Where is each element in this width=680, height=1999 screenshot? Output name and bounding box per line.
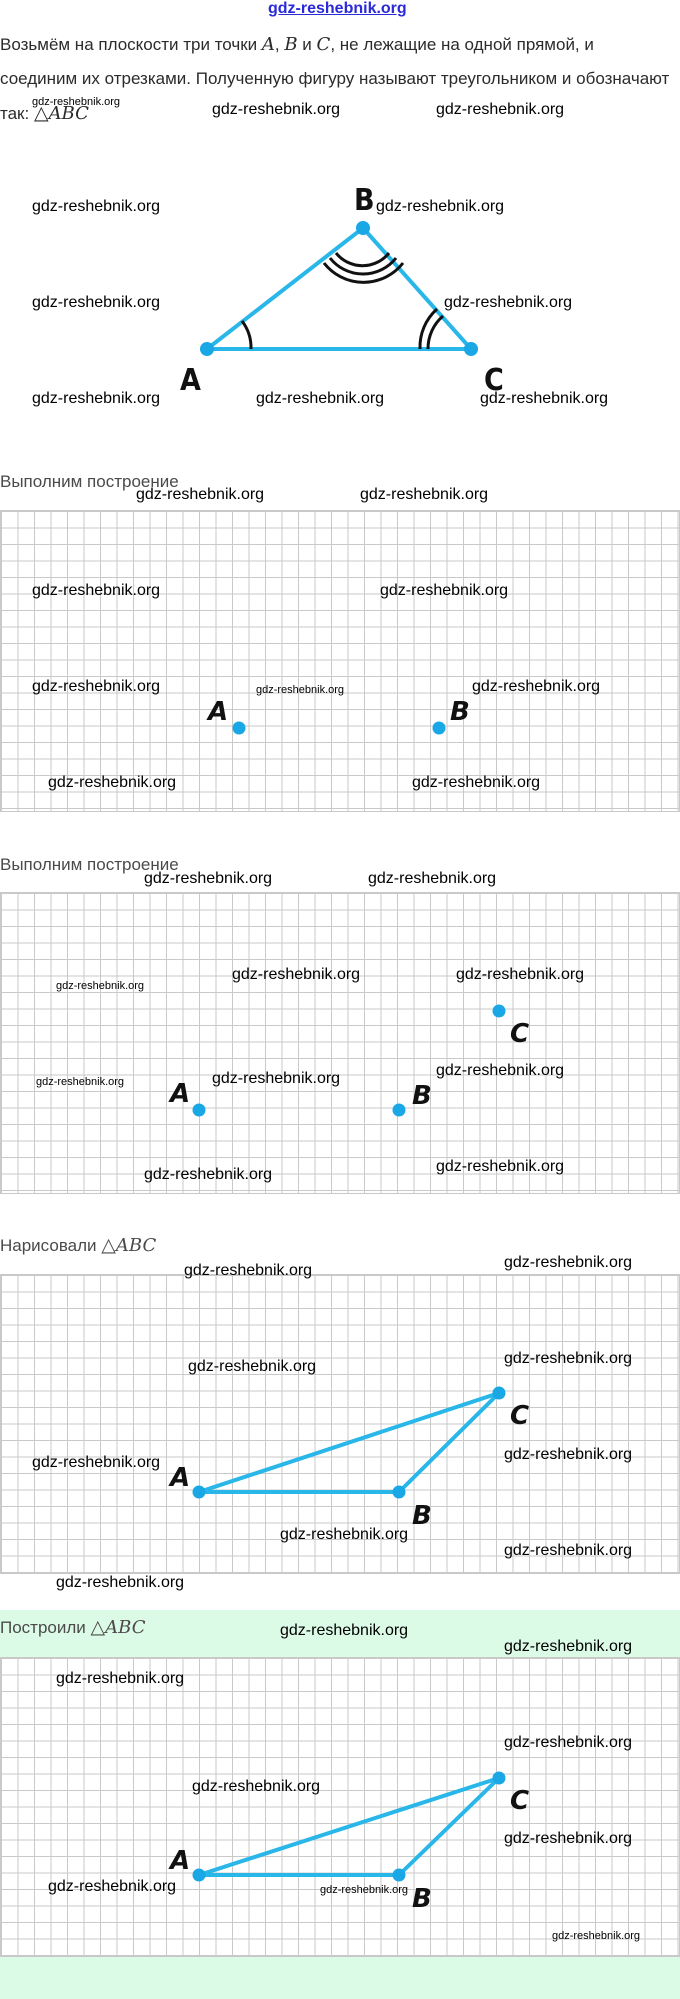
watermark: gdz-reshebnik.org [480,390,609,407]
watermark: gdz-reshebnik.org [360,486,489,503]
angle-arc-a [242,321,251,349]
intro-and: и [297,35,317,54]
watermark: gdz-reshebnik.org [32,678,161,695]
watermark: gdz-reshebnik.org [436,1158,565,1175]
watermark: gdz-reshebnik.org [280,1622,409,1639]
step4-triangle-symbol: △ [90,1616,106,1638]
label-b: B [450,697,470,727]
watermark: gdz-reshebnik.org [412,774,541,791]
step4-caption [0,1616,145,1638]
point-a [193,1486,206,1499]
step4-triangle-name: ABC [105,1617,146,1638]
watermark: gdz-reshebnik.org [56,1670,185,1687]
watermark: gdz-reshebnik.org [36,1076,125,1088]
triangle-sides [199,1393,499,1492]
watermark: gdz-reshebnik.org [56,980,145,992]
watermark: gdz-reshebnik.org [436,1062,565,1079]
label-a: A [170,1079,191,1109]
watermark: gdz-reshebnik.org [256,684,345,696]
label-b: B [412,1884,432,1914]
watermark: gdz-reshebnik.org [456,966,585,983]
point-b [356,221,370,235]
watermark: gdz-reshebnik.org [56,1574,185,1591]
point-b [393,1869,406,1882]
angle-arc-b1 [336,253,389,266]
point-a [233,722,246,735]
step4-diagram [0,1657,680,1957]
watermark: gdz-reshebnik.org [552,1930,641,1942]
watermark: gdz-reshebnik.org [32,390,161,407]
watermark: gdz-reshebnik.org [144,870,273,887]
intro-comma: , [274,35,285,54]
point-b [433,722,446,735]
step3-caption-text: Нарисовали [0,1236,102,1255]
watermark: gdz-reshebnik.org [504,1542,633,1559]
label-c: C [510,1401,530,1431]
watermark: gdz-reshebnik.org [32,96,121,108]
point-a [200,342,214,356]
label-b: B [412,1081,432,1111]
watermark: gdz-reshebnik.org [436,101,565,118]
watermark: gdz-reshebnik.org [256,390,385,407]
watermark: gdz-reshebnik.org [136,486,265,503]
watermark: gdz-reshebnik.org [504,1446,633,1463]
step2-caption: Выполним построение [0,855,179,874]
label-b: B [354,183,375,218]
intro-point-b: B [284,34,298,55]
watermark: gdz-reshebnik.org [472,678,601,695]
point-b [393,1486,406,1499]
watermark: gdz-reshebnik.org [504,1734,633,1751]
point-c [493,1387,506,1400]
step2-diagram [0,892,680,1194]
point-a [193,1869,206,1882]
watermark: gdz-reshebnik.org [320,1884,409,1896]
watermark: gdz-reshebnik.org [444,294,573,311]
label-c: C [510,1786,530,1816]
watermark: gdz-reshebnik.org [212,101,341,118]
point-c [493,1772,506,1785]
label-a: A [180,363,201,398]
watermark: gdz-reshebnik.org [32,1454,161,1471]
step1-diagram [0,510,680,812]
label-c: C [484,363,504,398]
label-b: B [412,1501,432,1531]
intro-text-1: Возьмём на плоскости три точки [0,35,262,54]
label-a: A [208,697,229,727]
watermark: gdz-reshebnik.org [380,582,509,599]
watermark: gdz-reshebnik.org [504,1830,633,1847]
label-a: A [170,1463,191,1493]
point-c [493,1005,506,1018]
watermark: gdz-reshebnik.org [280,1526,409,1543]
site-link[interactable]: gdz-reshebnik.org [268,0,407,17]
watermark: gdz-reshebnik.org [48,774,177,791]
watermark: gdz-reshebnik.org [32,582,161,599]
step3-caption [0,1234,156,1256]
watermark: gdz-reshebnik.org [188,1358,317,1375]
watermark: gdz-reshebnik.org [144,1166,273,1183]
watermark: gdz-reshebnik.org [32,294,161,311]
label-c: C [510,1019,530,1049]
watermark: gdz-reshebnik.org [212,1070,341,1087]
step3-triangle-symbol: △ [101,1234,116,1256]
intro-text-2: , не лежащие на одной прямой, и соединим их отрезками. Полученную фигуру называют треугольником и обозначают так: [0,35,670,123]
watermark: gdz-reshebnik.org [48,1878,177,1895]
watermark: gdz-reshebnik.org [368,870,497,887]
intro-point-c: C [316,34,331,55]
label-a: A [170,1846,191,1876]
point-c [464,342,478,356]
watermark: gdz-reshebnik.org [376,198,505,215]
intro-point-a: A [261,34,275,55]
watermark: gdz-reshebnik.org [192,1778,321,1795]
angle-arc-c1 [428,316,443,349]
step1-caption: Выполним построение [0,472,179,491]
watermark: gdz-reshebnik.org [504,1254,633,1271]
intro-triangle-name: ABC [48,103,89,124]
point-b [393,1104,406,1117]
step4-caption-text: Построили [0,1618,91,1637]
point-a [193,1104,206,1117]
step3-triangle-name: ABC [115,1235,157,1256]
watermark: gdz-reshebnik.org [32,198,161,215]
watermark: gdz-reshebnik.org [504,1350,633,1367]
watermark: gdz-reshebnik.org [504,1638,633,1655]
intro-triangle-symbol: △ [33,102,49,124]
watermark: gdz-reshebnik.org [184,1262,313,1279]
watermark: gdz-reshebnik.org [232,966,361,983]
